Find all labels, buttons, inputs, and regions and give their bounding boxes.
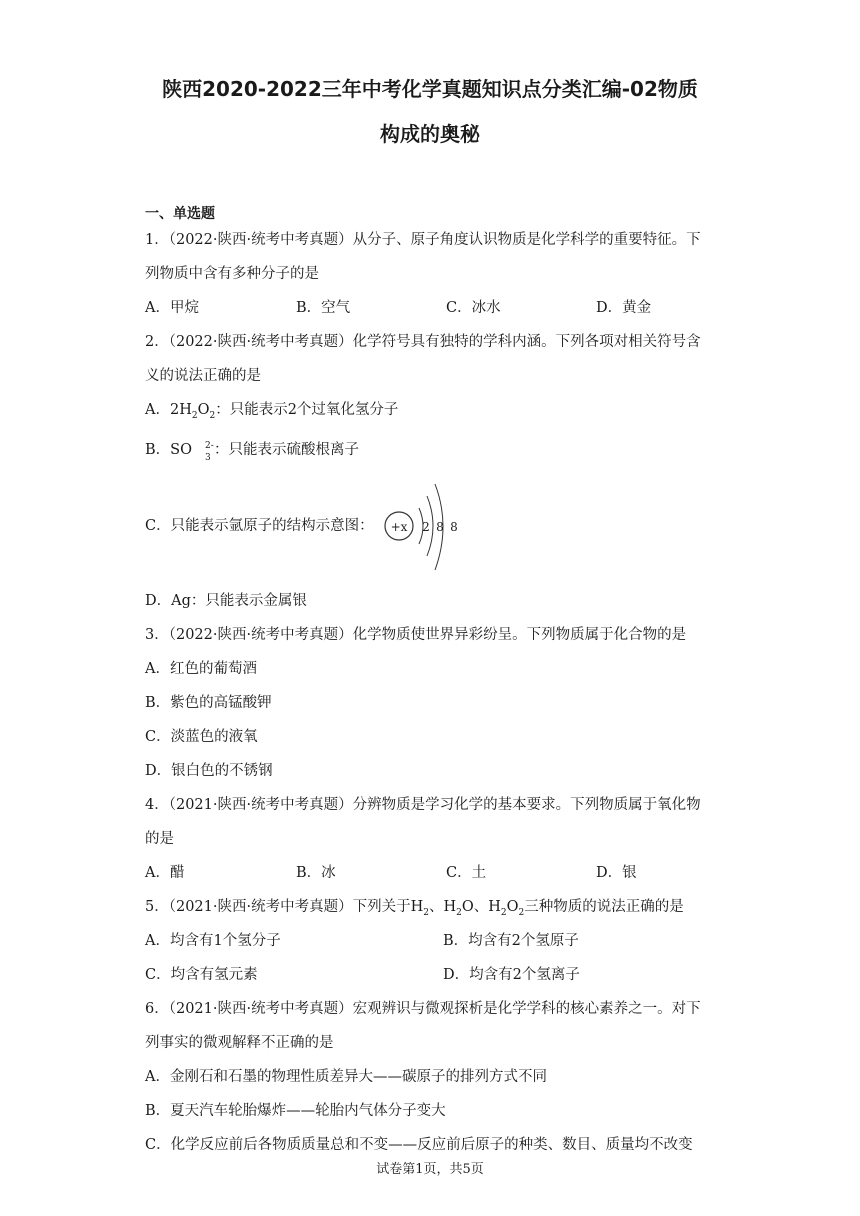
question-4-option-b: B．冰 xyxy=(296,865,336,881)
question-5-stem: 5．（2021·陕西·统考中考真题）下列关于$H_2$、$H_2O$、$H_2O_2$三种物质的说法正确的是 xyxy=(145,899,684,918)
question-3-option-d: D．银白色的不锈钢 xyxy=(145,763,273,779)
question-3-option-b: B．紫色的高锰酸钾 xyxy=(145,695,272,711)
question-4-option-d: D．银 xyxy=(596,865,637,881)
question-2-option-a: A．$2H_2O_2$：只能表示2个过氧化氢分子 xyxy=(145,402,399,421)
shell-2-electrons: 8 xyxy=(436,520,444,534)
question-4-stem-line1: 4．（2021·陕西·统考中考真题）分辨物质是学习化学的基本要求。下列物质属于氧化物 xyxy=(145,797,701,813)
question-3-option-a: A．红色的葡萄酒 xyxy=(145,661,257,677)
question-1-option-a: A．甲烷 xyxy=(145,300,199,316)
question-6-option-b: B．夏天汽车轮胎爆炸——轮胎内气体分子变大 xyxy=(145,1103,446,1119)
question-6-option-c: C．化学反应前后各物质质量总和不变——反应前后原子的种类、数目、质量均不改变 xyxy=(145,1137,693,1153)
question-6-option-a: A．金刚石和石墨的物理性质差异大——碳原子的排列方式不同 xyxy=(145,1069,547,1085)
question-4-stem-line2: 的是 xyxy=(145,831,174,847)
question-4-option-a: A．醋 xyxy=(145,865,185,881)
question-2-stem-line2: 义的说法正确的是 xyxy=(145,368,261,384)
question-1-stem-line2: 列物质中含有多种分子的是 xyxy=(145,266,319,282)
question-5-option-c: C．均含有氢元素 xyxy=(145,967,258,983)
question-6-stem-line2: 列事实的微观解释不正确的是 xyxy=(145,1035,334,1051)
question-1-option-b: B．空气 xyxy=(296,300,351,316)
question-6-stem-line1: 6．（2021·陕西·统考中考真题）宏观辨识与微观探析是化学学科的核心素养之一。对下 xyxy=(145,1001,701,1017)
page-footer: 试卷第1页，共5页 xyxy=(376,1162,484,1177)
section-heading: 一、单选题 xyxy=(145,206,215,222)
question-5-option-b: B．均含有2个氢原子 xyxy=(443,933,579,949)
sulfite-ion-script: 2- 3 xyxy=(204,441,214,463)
question-5-option-a: A．均含有1个氢分子 xyxy=(145,933,281,949)
question-2-option-d: D．Ag：只能表示金属银 xyxy=(145,593,307,609)
question-1-stem-line1: 1．（2022·陕西·统考中考真题）从分子、原子角度认识物质是化学科学的重要特征。下 xyxy=(145,232,701,248)
shell-3-electrons: 8 xyxy=(450,520,458,534)
question-1-option-c: C．冰水 xyxy=(446,300,501,316)
document-title-line2: 构成的奥秘 xyxy=(380,122,480,146)
question-2-stem-line1: 2．（2022·陕西·统考中考真题）化学符号具有独特的学科内涵。下列各项对相关符号含 xyxy=(145,334,701,350)
question-1-option-d: D．黄金 xyxy=(596,300,652,316)
question-2-option-c: C．只能表示氩原子的结构示意图： xyxy=(145,518,374,534)
question-3-option-c: C．淡蓝色的液氧 xyxy=(145,729,258,745)
question-2-option-b: B．SO 2- 3 ：只能表示硫酸根离子 xyxy=(145,441,359,463)
atom-structure-diagram xyxy=(383,478,463,578)
document-title-line1: 陕西2020-2022三年中考化学真题知识点分类汇编-02物质 xyxy=(162,77,698,101)
question-5-option-d: D．均含有2个氢离子 xyxy=(443,967,580,983)
shell-1-electrons: 2 xyxy=(422,520,430,534)
question-3-stem: 3．（2022·陕西·统考中考真题）化学物质使世界异彩纷呈。下列物质属于化合物的是 xyxy=(145,627,687,643)
nucleus-label: +x xyxy=(390,520,408,534)
question-4-option-c: C．土 xyxy=(446,865,487,881)
